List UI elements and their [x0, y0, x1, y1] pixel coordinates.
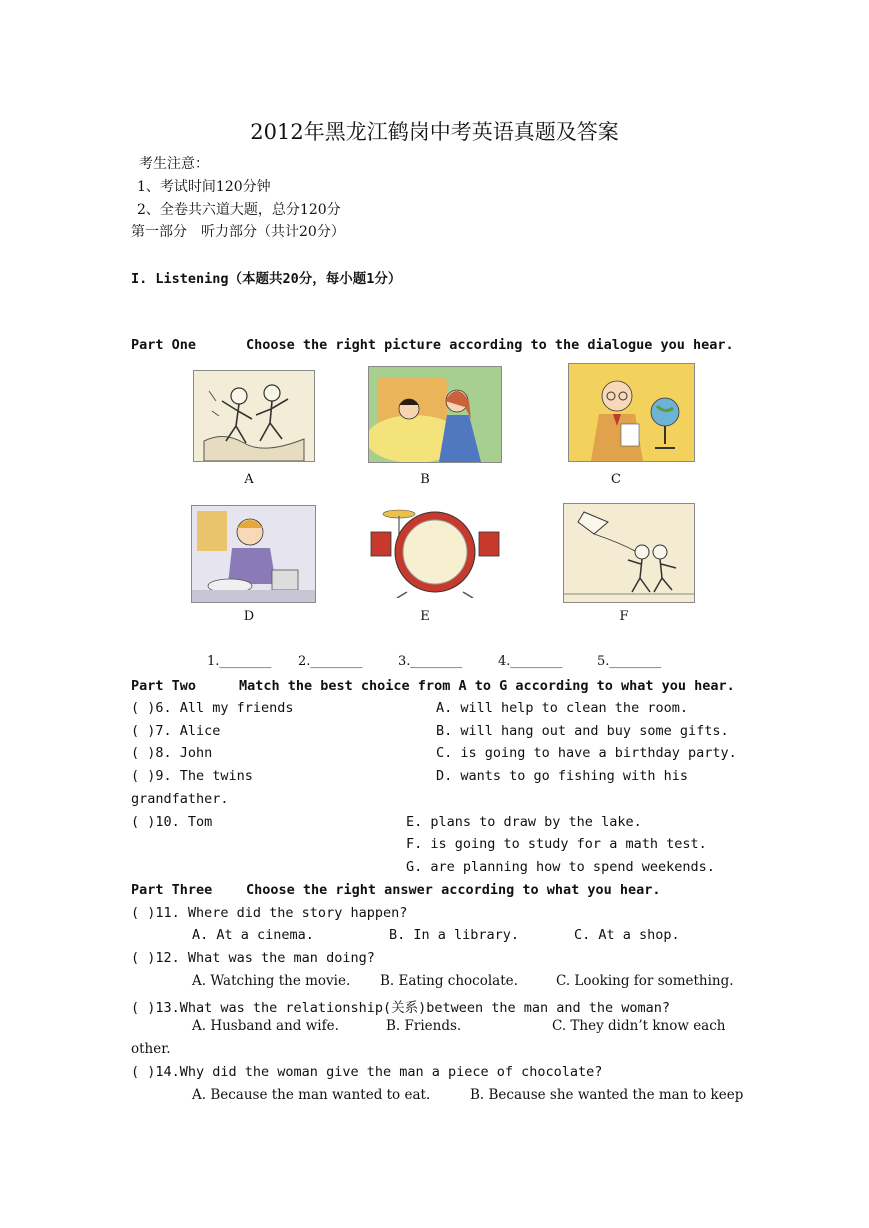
picture-label: A	[244, 472, 254, 487]
part-one-instruction: Choose the right picture according to the dialogue you hear.	[246, 337, 734, 353]
picture-e	[367, 502, 503, 598]
section-heading: 第一部分 听力部分（共计20分）	[131, 224, 345, 240]
match-item: ( )9. The twins	[131, 768, 253, 784]
part-three-instruction: Choose the right answer according to what you hear.	[246, 882, 661, 898]
notice-item: 1、考试时间120分钟	[137, 179, 271, 195]
picture-label: C	[611, 472, 621, 487]
option-b: B. Eating chocolate.	[380, 973, 518, 989]
picture-label: E	[420, 609, 430, 624]
part-two-label: Part Two	[131, 678, 197, 694]
option-c: C. At a shop.	[574, 927, 680, 943]
match-choice: B. will hang out and buy some gifts.	[436, 723, 729, 739]
match-item: ( )8. John	[131, 745, 213, 761]
option-c: C. Looking for something.	[556, 973, 734, 989]
part-three-label: Part Three	[131, 882, 213, 898]
picture-c	[568, 363, 695, 462]
match-item: ( )6. All my friends	[131, 700, 294, 716]
match-choice: D. wants to go fishing with his	[436, 768, 688, 784]
option-b: B. In a library.	[389, 927, 520, 943]
question: ( )12. What was the man doing?	[131, 950, 375, 966]
picture-b	[368, 366, 502, 463]
option-a: A. At a cinema.	[192, 927, 314, 943]
answer-blank[interactable]: 4.________	[498, 654, 563, 669]
match-wrap: grandfather.	[131, 791, 229, 807]
match-choice: C. is going to have a birthday party.	[436, 745, 737, 761]
answer-blank[interactable]: 3.________	[398, 654, 463, 669]
picture-label: D	[243, 609, 255, 624]
picture-d	[191, 505, 316, 603]
listening-heading: I. Listening（本题共20分，每小题1分）	[131, 271, 402, 287]
question: ( )13.What was the relationship(关系)between the man and the woman?	[131, 1000, 671, 1016]
picture-f	[563, 503, 695, 603]
page-title: 2012年黑龙江鹤岗中考英语真题及答案	[250, 120, 619, 144]
part-two-instruction: Match the best choice from A to G according to what you hear.	[239, 678, 735, 694]
match-choice: E. plans to draw by the lake.	[406, 814, 642, 830]
picture-a	[193, 370, 315, 462]
option-a: A. Husband and wife.	[192, 1018, 339, 1034]
answer-blank[interactable]: 2.________	[298, 654, 363, 669]
answer-blank[interactable]: 1.________	[207, 654, 272, 669]
match-choice: G. are planning how to spend weekends.	[406, 859, 715, 875]
option-b: B. Friends.	[386, 1018, 462, 1034]
option-a: A. Because the man wanted to eat.	[192, 1087, 431, 1103]
match-choice: F. is going to study for a math test.	[406, 836, 707, 852]
option-a: A. Watching the movie.	[192, 973, 351, 989]
match-choice: A. will help to clean the room.	[436, 700, 688, 716]
question: ( )14.Why did the woman give the man a piece of chocolate?	[131, 1064, 603, 1080]
match-item: ( )10. Tom	[131, 814, 213, 830]
part-one-label: Part One	[131, 337, 197, 353]
question: ( )11. Where did the story happen?	[131, 905, 408, 921]
picture-label: B	[420, 472, 430, 487]
answer-blank[interactable]: 5.________	[597, 654, 662, 669]
match-item: ( )7. Alice	[131, 723, 221, 739]
option-c: C. They didn’t know each	[552, 1018, 726, 1034]
picture-label: F	[619, 609, 629, 624]
notice-heading: 考生注意：	[139, 156, 209, 172]
notice-item: 2、全卷共六道大题，总分120分	[137, 202, 341, 218]
option-b: B. Because she wanted the man to keep	[470, 1087, 744, 1103]
option-wrap: other.	[131, 1041, 171, 1057]
